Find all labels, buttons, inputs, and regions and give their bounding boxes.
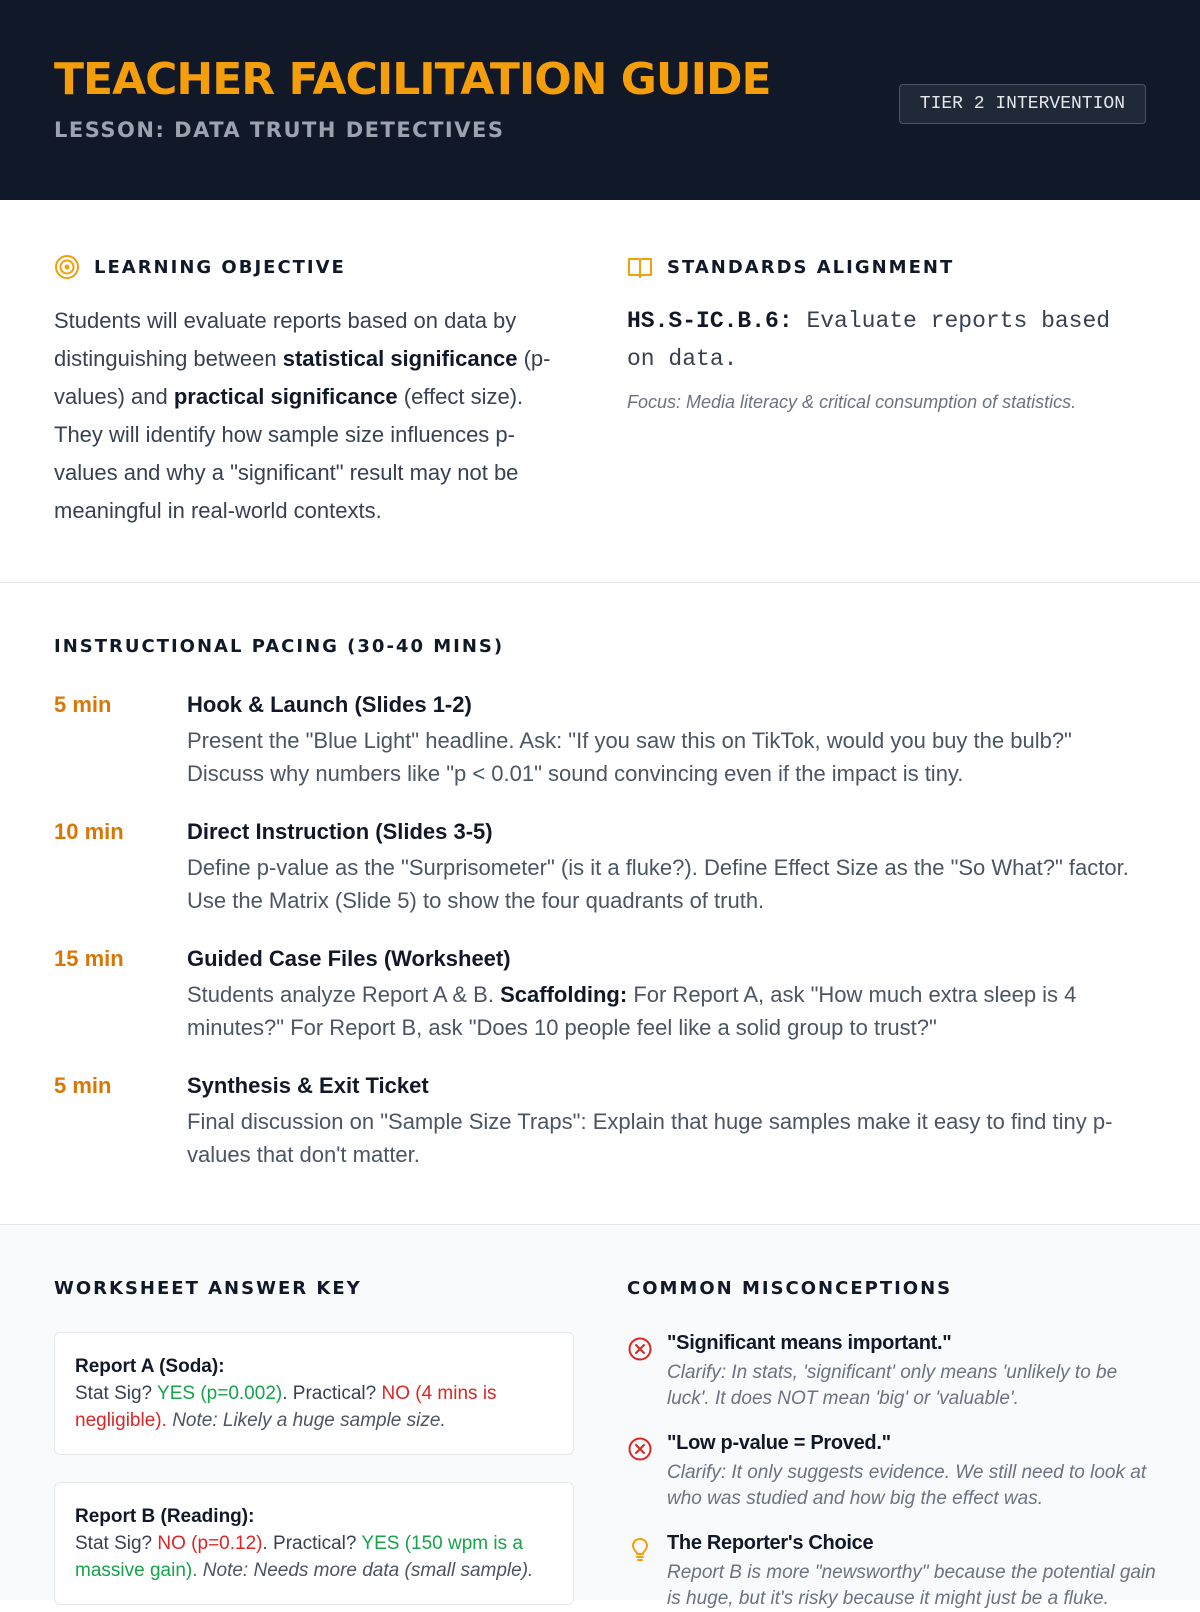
standard-text: HS.S-IC.B.6: Evaluate reports based on data. <box>627 308 1111 372</box>
misconception-title: "Low p-value = Proved." <box>667 1432 891 1454</box>
pacing-title: Guided Case Files (Worksheet) <box>187 946 511 971</box>
pacing-time: 5 min <box>54 692 112 717</box>
answer-card: Report A (Soda): Stat Sig? YES (p=0.002). Practical? NO (4 mins is negligible). Note: Likely a huge sample size. <box>54 1332 574 1455</box>
answer-key-section <box>0 1225 1200 1609</box>
answer-card-title: Report A (Soda): <box>75 1356 225 1377</box>
pacing-time: 5 min <box>54 1073 112 1098</box>
objective-text: Students will evaluate reports based on data by distinguishing between statistical significance (p-values) and practical significance (effect size). They will identify how sample size influences p-values and why a "significant" result may not be meaningful in real-world contexts. <box>54 308 551 523</box>
tier-badge: TIER 2 INTERVENTION <box>899 84 1146 124</box>
standards-alignment <box>627 252 1147 413</box>
misconception-title: The Reporter's Choice <box>667 1532 874 1554</box>
standard-code: HS.S-IC.B.6: <box>627 308 793 334</box>
x-circle-icon <box>627 1336 653 1362</box>
page-header <box>0 0 1200 200</box>
learning-objective <box>54 252 574 530</box>
pacing-title: Hook & Launch (Slides 1-2) <box>187 692 472 717</box>
pacing-time: 15 min <box>54 946 124 971</box>
pacing-desc: Students analyze Report A & B. Scaffolding: For Report A, ask "How much extra sleep is 4 minutes?" For Report B, ask "Does 10 people feel like a solid group to trust?" <box>187 982 1077 1040</box>
standards-label: STANDARDS ALIGNMENT <box>667 256 955 278</box>
pacing-title: Synthesis & Exit Ticket <box>187 1073 429 1098</box>
misconception-desc: Clarify: It only suggests evidence. We still need to look at who was studied and how big the effect was. <box>667 1462 1147 1509</box>
misconception-desc: Report B is more "newsworthy" because the potential gain is huge, but it's risky because it might just be a fluke. <box>667 1562 1156 1609</box>
pacing-title: Direct Instruction (Slides 3-5) <box>187 819 493 844</box>
misconception-desc: Clarify: In stats, 'significant' only means 'unlikely to be luck'. It does NOT mean 'big' or 'valuable'. <box>667 1362 1118 1409</box>
page-title: TEACHER FACILITATION GUIDE <box>54 54 771 105</box>
pacing-time: 10 min <box>54 819 124 844</box>
objective-standards-section <box>0 200 1200 583</box>
misconceptions-label: COMMON MISCONCEPTIONS <box>627 1278 953 1299</box>
pacing-desc: Define p-value as the "Surprisometer" (is it a fluke?). Define Effect Size as the "So What?" factor. Use the Matrix (Slide 5) to show the four quadrants of truth. <box>187 855 1129 913</box>
lightbulb-icon <box>627 1536 653 1562</box>
answer-card: Report B (Reading): Stat Sig? NO (p=0.12). Practical? YES (150 wpm is a massive gain). Note: Needs more data (small sample). <box>54 1482 574 1605</box>
book-icon <box>627 254 653 280</box>
standard-focus: Focus: Media literacy & critical consumption of statistics. <box>627 392 1077 412</box>
lesson-subtitle: LESSON: DATA TRUTH DETECTIVES <box>54 118 505 142</box>
pacing-label: INSTRUCTIONAL PACING (30-40 MINS) <box>54 636 505 657</box>
pacing-desc: Final discussion on "Sample Size Traps": Explain that huge samples make it easy to find tiny p-values that don't matter. <box>187 1109 1113 1167</box>
misconception-title: "Significant means important." <box>667 1332 952 1354</box>
pacing-desc: Present the "Blue Light" headline. Ask: "If you saw this on TikTok, would you buy the bulb?" Discuss why numbers like "p < 0.01" sound convincing even if the impact is tiny. <box>187 728 1072 786</box>
answer-key-label: WORKSHEET ANSWER KEY <box>54 1278 362 1299</box>
target-icon <box>54 254 80 280</box>
answer-card-title: Report B (Reading): <box>75 1506 255 1527</box>
x-circle-icon <box>627 1436 653 1462</box>
objective-label: LEARNING OBJECTIVE <box>94 256 346 278</box>
